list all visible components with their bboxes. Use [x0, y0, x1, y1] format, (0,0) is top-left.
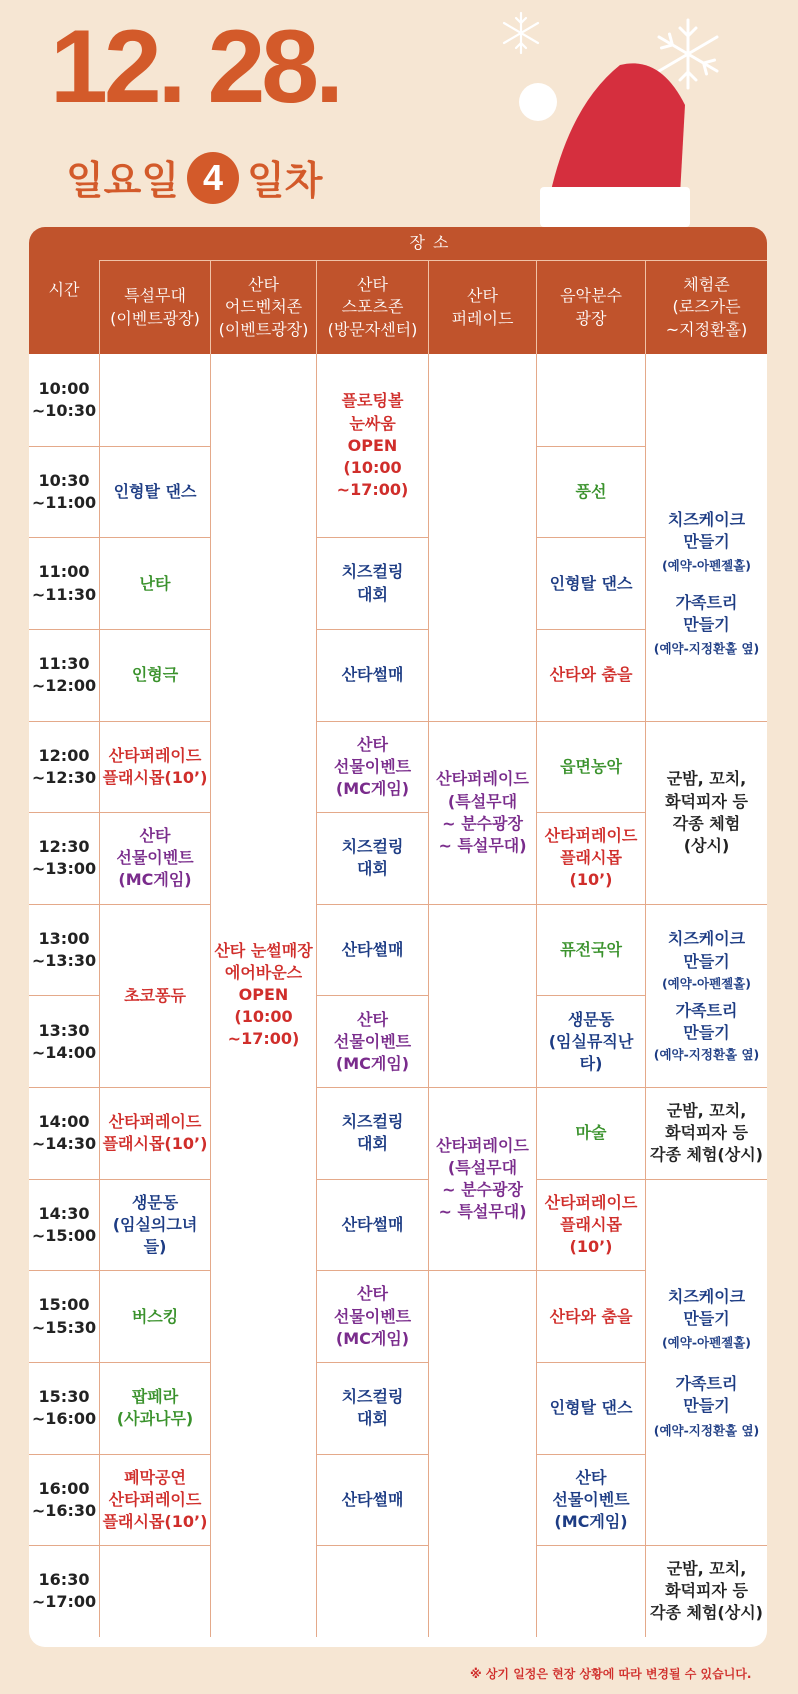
time-cell: 15:00 ~15:30	[29, 1270, 99, 1362]
event-cell: 초코퐁듀	[99, 904, 210, 1087]
event-note: (예약-지정환홀 옆)	[653, 1422, 760, 1438]
date-title: 12. 28.	[50, 9, 341, 125]
event-cell: 산타 선물이벤트 (MC게임)	[316, 721, 428, 813]
santa-hat-icon	[510, 45, 690, 230]
event-cell: 폐막공연 산타퍼레이드 플래시몹(10’)	[99, 1454, 210, 1546]
header-col: 특설무대 (이벤트광장)	[99, 261, 210, 354]
event-cell-empty	[428, 904, 536, 1087]
event-cell: 치즈컬링 대회	[316, 812, 428, 904]
day-suffix: 일차	[247, 159, 323, 204]
event-cell: 풍선	[536, 446, 645, 538]
event-cell-empty	[99, 1545, 210, 1637]
schedule-table	[29, 227, 767, 1647]
time-cell: 13:30 ~14:00	[29, 995, 99, 1087]
event-cell: 군밤, 꼬치, 화덕피자 등 각종 체험(상시)	[645, 1087, 767, 1179]
event-cell: 인형탈 댄스	[536, 1362, 645, 1454]
event-cell: 산타 선물이벤트 (MC게임)	[316, 1270, 428, 1362]
header-col: 산타 어드벤처존 (이벤트광장)	[210, 261, 316, 354]
time-cell: 10:00 ~10:30	[31, 378, 97, 420]
event-cell: 군밤, 꼬치, 화덕피자 등 각종 체험 (상시)	[645, 721, 767, 904]
event-note: (예약-아펜젤홀)	[661, 975, 752, 991]
header-col: 산타 퍼레이드	[428, 261, 536, 354]
time-cell: 16:30 ~17:00	[29, 1545, 99, 1637]
event-cell: 산타와 춤을	[536, 1270, 645, 1362]
event-cell: 산타퍼레이드 플래시몹(10’)	[536, 812, 645, 904]
event-cell: 치즈컬링 대회	[316, 1362, 428, 1454]
time-cell: 12:30 ~13:00	[29, 812, 99, 904]
event-cell-empty	[428, 1270, 536, 1637]
event-cell: 산타썰매	[316, 629, 428, 721]
event-cell	[645, 446, 767, 721]
event-cell: 산타 선물이벤트 (MC게임)	[99, 812, 210, 904]
header-col: 체험존 (로즈가든 ~지정환홀)	[645, 261, 767, 354]
header-col: 산타 스포츠존 (방문자센터)	[316, 261, 428, 354]
event-title: 치즈케이크 만들기	[667, 929, 746, 971]
day-of-week: 일요일	[66, 159, 180, 204]
event-cell: 팝페라 (사과나무)	[99, 1362, 210, 1454]
event-title: 가족트리 만들기	[675, 1374, 738, 1416]
event-cell: 버스킹	[99, 1270, 210, 1362]
event-cell: 산타퍼레이드 플래시몹(10’)	[99, 1087, 210, 1179]
header-time: 시간	[29, 227, 99, 354]
event-cell: 산타퍼레이드 (특설무대 ~ 분수광장 ~ 특설무대)	[428, 721, 536, 904]
event-cell-empty	[536, 354, 645, 446]
event-cell: 생문동 (임실뮤직난타)	[536, 995, 645, 1087]
event-cell: 읍면농악	[536, 721, 645, 813]
time-cell: 13:00 ~13:30	[29, 904, 99, 996]
event-cell: 플로팅볼 눈싸움 OPEN (10:00 ~17:00)	[316, 354, 428, 537]
time-cell: 14:00 ~14:30	[29, 1087, 99, 1179]
day-label	[66, 150, 322, 206]
event-note: (예약-지정환홀 옆)	[653, 641, 760, 657]
event-cell-empty	[536, 1545, 645, 1637]
event-cell: 인형극	[99, 629, 210, 721]
event-cell: 산타 선물이벤트 (MC게임)	[536, 1454, 645, 1546]
event-cell: 산타와 춤을	[536, 629, 645, 721]
event-title: 치즈케이크 만들기	[667, 509, 746, 551]
event-cell	[645, 904, 767, 1087]
event-cell: 퓨전국악	[536, 904, 645, 996]
event-cell-empty	[99, 354, 210, 446]
day-number-badge: 4	[187, 152, 239, 204]
event-cell: 치즈컬링 대회	[316, 537, 428, 629]
event-cell: 인형탈 댄스	[99, 446, 210, 538]
event-cell: 생문동 (임실의그녀들)	[99, 1179, 210, 1271]
time-cell: 16:00 ~16:30	[29, 1454, 99, 1546]
event-cell	[645, 1179, 767, 1546]
event-cell: 산타퍼레이드 (특설무대 ~ 분수광장 ~ 특설무대)	[428, 1087, 536, 1270]
time-cell: 14:30 ~15:00	[29, 1179, 99, 1271]
event-cell: 산타썰매	[316, 1179, 428, 1271]
event-cell: 산타 선물이벤트 (MC게임)	[316, 995, 428, 1087]
event-title: 가족트리 만들기	[675, 593, 738, 635]
event-cell: 난타	[99, 537, 210, 629]
event-note: (예약-지정환홀 옆)	[653, 1047, 760, 1063]
header-col: 음악분수 광장	[536, 261, 645, 354]
event-cell-empty	[316, 1545, 428, 1637]
footnote: ※ 상기 일정은 현장 상황에 따라 변경될 수 있습니다.	[470, 1667, 752, 1681]
event-cell: 산타썰매	[316, 1454, 428, 1546]
time-cell: 12:00 ~12:30	[29, 721, 99, 813]
event-cell-empty	[645, 354, 767, 446]
event-cell: 인형탈 댄스	[536, 537, 645, 629]
time-cell: 10:30 ~11:00	[29, 446, 99, 538]
time-cell: 11:30 ~12:00	[29, 629, 99, 721]
event-title: 치즈케이크 만들기	[667, 1286, 746, 1329]
event-cell-empty	[428, 354, 536, 721]
event-cell: 산타퍼레이드 플래시몹(10’)	[99, 721, 210, 813]
event-cell: 산타 눈썰매장 에어바운스 OPEN (10:00 ~17:00)	[210, 354, 316, 1637]
event-cell: 군밤, 꼬치, 화덕피자 등 각종 체험(상시)	[645, 1545, 767, 1637]
event-cell: 산타퍼레이드 플래시몹(10’)	[536, 1179, 645, 1271]
header-place: 장소	[99, 227, 767, 261]
time-cell: 15:30 ~16:00	[29, 1362, 99, 1454]
event-note: (예약-아펜젤홀)	[661, 557, 752, 573]
event-cell: 마술	[536, 1087, 645, 1179]
event-note: (예약-아펜젤홀)	[661, 1335, 752, 1351]
event-cell: 치즈컬링 대회	[316, 1087, 428, 1179]
time-cell: 11:00 ~11:30	[29, 537, 99, 629]
event-cell: 산타썰매	[316, 904, 428, 996]
event-title: 가족트리 만들기	[675, 1000, 738, 1042]
